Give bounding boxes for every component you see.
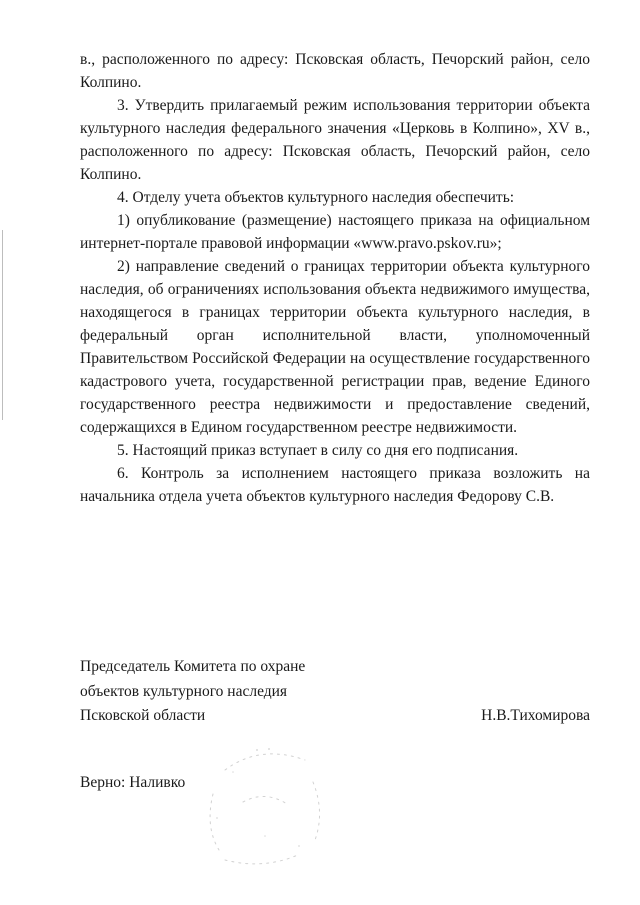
paragraph-subitem-2: 2) направление сведений о границах территории объекта культурного наследия, об ограничениях использования объекта недвижимого имущества, находящегося в границах территории объекта культурного наследия, в федеральный орган исполнительной власти, уполномоченный Правительством Российской Федерации на осуществление государственного кадастрового учета, государственной регистрации прав, ведение Единого государственного реестра недвижимости и предоставление сведений, содержащихся в Едином государственном реестре недвижимости. [80, 258, 590, 436]
certification-note: Верно: Наливко [80, 774, 186, 791]
paragraph-item-3: 3. Утвердить прилагаемый режим использования территории объекта культурного наследия федерального значения «Церковь в Колпино», XV в., расположенного по адресу: Псковская область, Печорский район, село Колпино. [80, 97, 590, 183]
signatory-position-line-2: объектов культурного наследия [80, 682, 288, 700]
signature-block [80, 655, 590, 729]
signatory-position-line-3: Псковской области [80, 707, 206, 724]
paragraph-item-4: 4. Отделу учета объектов культурного наследия обеспечить: [117, 189, 515, 206]
paragraph-item-5: 5. Настоящий приказ вступает в силу со дня его подписания. [117, 442, 519, 459]
paragraph-item-6: 6. Контроль за исполнением настоящего приказа возложить на начальника отдела учета объектов культурного наследия Федорову С.В. [80, 465, 590, 505]
signatory-name: Н.В.Тихомирова [481, 707, 590, 724]
paragraph-continuation: в., расположенного по адресу: Псковская область, Печорский район, село Колпино. [80, 51, 590, 91]
signatory-position-line-1: Председатель Комитета по охране [80, 658, 306, 675]
scan-edge-line [2, 230, 3, 420]
paragraph-subitem-1: 1) опубликование (размещение) настоящего приказа на официальном интернет-портале правовой информации «www.pravo.pskov.ru»; [80, 212, 590, 252]
faded-stamp-mark [195, 742, 335, 872]
document-body [80, 48, 590, 508]
